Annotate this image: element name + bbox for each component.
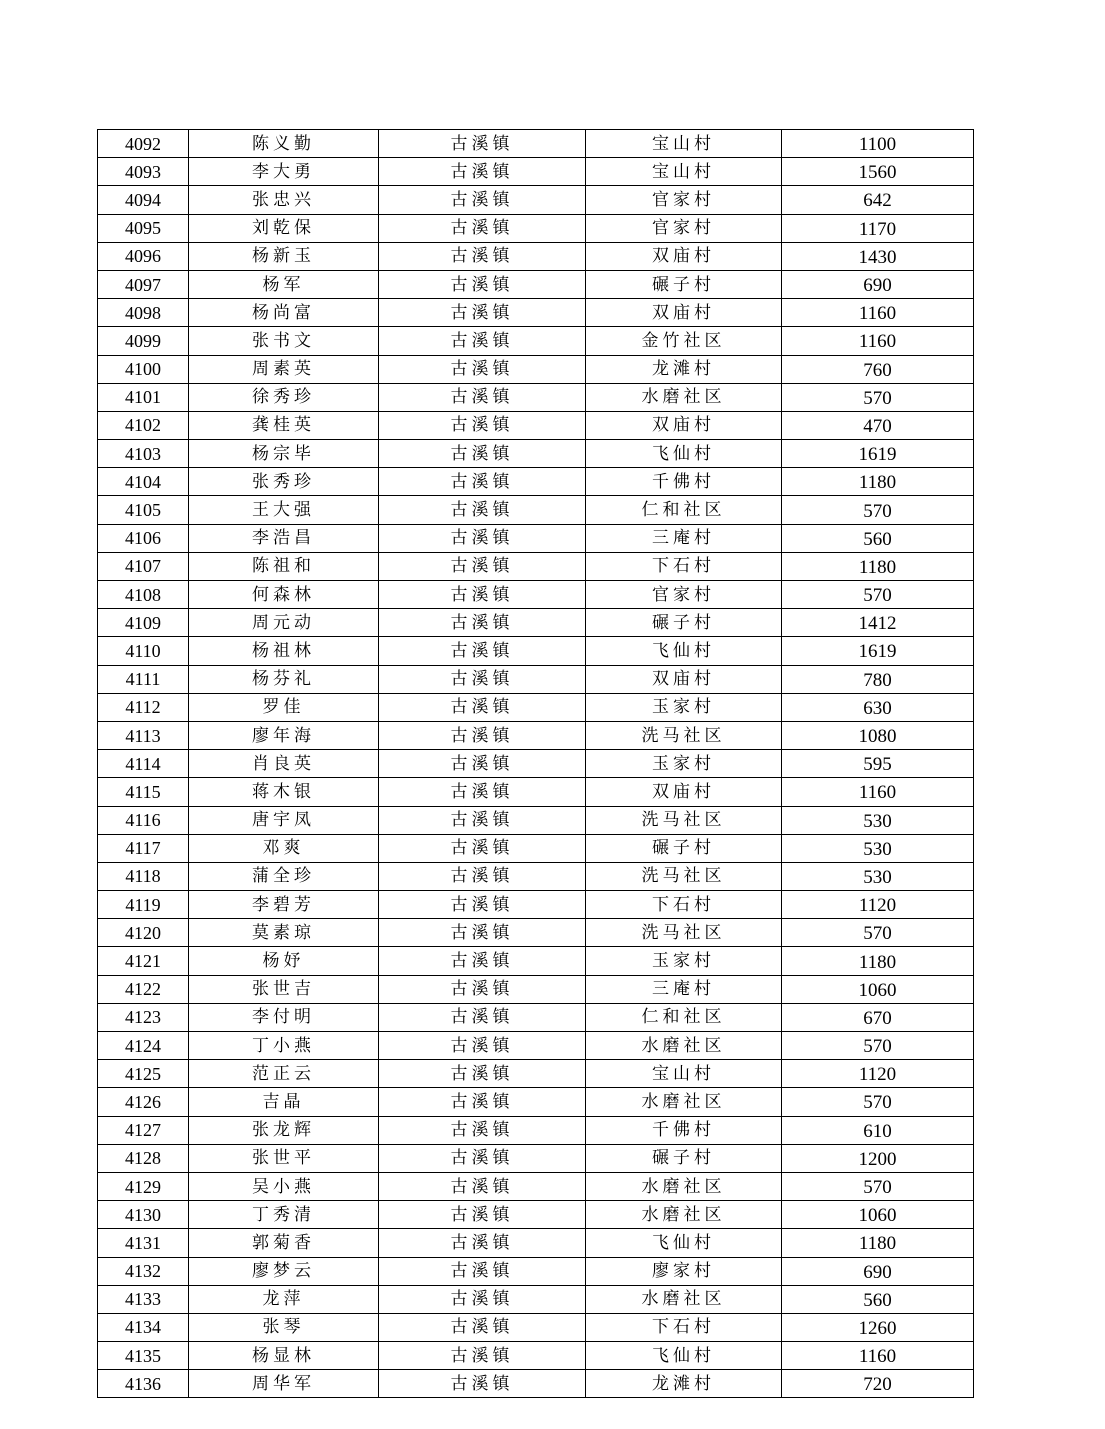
amount-cell: 1080 [782, 721, 974, 749]
village-cell: 碾子村 [586, 609, 782, 637]
row-id-cell: 4104 [98, 468, 189, 496]
row-id-cell: 4093 [98, 158, 189, 186]
town-cell: 古溪镇 [379, 637, 586, 665]
name-cell: 张秀珍 [189, 468, 379, 496]
row-id-cell: 4135 [98, 1342, 189, 1370]
row-id-cell: 4120 [98, 919, 189, 947]
village-cell: 水磨社区 [586, 383, 782, 411]
row-id-cell: 4125 [98, 1060, 189, 1088]
name-cell: 杨尚富 [189, 299, 379, 327]
name-cell: 陈义勤 [189, 130, 379, 158]
amount-cell: 570 [782, 1172, 974, 1200]
amount-cell: 1160 [782, 778, 974, 806]
amount-cell: 1560 [782, 158, 974, 186]
row-id-cell: 4103 [98, 440, 189, 468]
amount-cell: 1180 [782, 1229, 974, 1257]
amount-cell: 1160 [782, 327, 974, 355]
table-row [98, 186, 974, 214]
village-cell: 双庙村 [586, 299, 782, 327]
amount-cell: 1120 [782, 1060, 974, 1088]
row-id-cell: 4098 [98, 299, 189, 327]
town-cell: 古溪镇 [379, 1060, 586, 1088]
amount-cell: 1160 [782, 299, 974, 327]
row-id-cell: 4106 [98, 524, 189, 552]
amount-cell: 595 [782, 750, 974, 778]
village-cell: 飞仙村 [586, 1342, 782, 1370]
name-cell: 李浩昌 [189, 524, 379, 552]
amount-cell: 530 [782, 862, 974, 890]
table-row [98, 1257, 974, 1285]
amount-cell: 670 [782, 1003, 974, 1031]
town-cell: 古溪镇 [379, 806, 586, 834]
table-row [98, 1172, 974, 1200]
row-id-cell: 4118 [98, 862, 189, 890]
amount-cell: 570 [782, 1088, 974, 1116]
table-row [98, 1229, 974, 1257]
town-cell: 古溪镇 [379, 862, 586, 890]
amount-cell: 760 [782, 355, 974, 383]
name-cell: 李付明 [189, 1003, 379, 1031]
village-cell: 仁和社区 [586, 1003, 782, 1031]
town-cell: 古溪镇 [379, 355, 586, 383]
table-row [98, 891, 974, 919]
row-id-cell: 4115 [98, 778, 189, 806]
amount-cell: 1200 [782, 1144, 974, 1172]
village-cell: 水磨社区 [586, 1201, 782, 1229]
row-id-cell: 4102 [98, 411, 189, 439]
row-id-cell: 4110 [98, 637, 189, 665]
amount-cell: 570 [782, 383, 974, 411]
table-row [98, 411, 974, 439]
village-cell: 龙滩村 [586, 355, 782, 383]
row-id-cell: 4107 [98, 552, 189, 580]
name-cell: 张琴 [189, 1313, 379, 1341]
town-cell: 古溪镇 [379, 411, 586, 439]
name-cell: 张龙辉 [189, 1116, 379, 1144]
amount-cell: 1180 [782, 947, 974, 975]
town-cell: 古溪镇 [379, 1370, 586, 1398]
table-row [98, 214, 974, 242]
row-id-cell: 4109 [98, 609, 189, 637]
town-cell: 古溪镇 [379, 891, 586, 919]
name-cell: 李大勇 [189, 158, 379, 186]
row-id-cell: 4128 [98, 1144, 189, 1172]
village-cell: 下石村 [586, 1313, 782, 1341]
amount-cell: 642 [782, 186, 974, 214]
town-cell: 古溪镇 [379, 1172, 586, 1200]
table-body [98, 130, 974, 1398]
town-cell: 古溪镇 [379, 1003, 586, 1031]
name-cell: 杨宗毕 [189, 440, 379, 468]
row-id-cell: 4094 [98, 186, 189, 214]
amount-cell: 690 [782, 270, 974, 298]
village-cell: 碾子村 [586, 834, 782, 862]
amount-cell: 780 [782, 665, 974, 693]
row-id-cell: 4129 [98, 1172, 189, 1200]
table-row [98, 834, 974, 862]
name-cell: 吉晶 [189, 1088, 379, 1116]
amount-cell: 1120 [782, 891, 974, 919]
village-cell: 三庵村 [586, 975, 782, 1003]
row-id-cell: 4133 [98, 1285, 189, 1313]
row-id-cell: 4101 [98, 383, 189, 411]
town-cell: 古溪镇 [379, 1088, 586, 1116]
village-cell: 官家村 [586, 581, 782, 609]
name-cell: 杨芬礼 [189, 665, 379, 693]
row-id-cell: 4095 [98, 214, 189, 242]
row-id-cell: 4113 [98, 721, 189, 749]
town-cell: 古溪镇 [379, 299, 586, 327]
table-row [98, 975, 974, 1003]
name-cell: 莫素琼 [189, 919, 379, 947]
village-cell: 洗马社区 [586, 919, 782, 947]
row-id-cell: 4130 [98, 1201, 189, 1229]
amount-cell: 1619 [782, 637, 974, 665]
row-id-cell: 4111 [98, 665, 189, 693]
village-cell: 下石村 [586, 552, 782, 580]
name-cell: 何森林 [189, 581, 379, 609]
village-cell: 宝山村 [586, 130, 782, 158]
village-cell: 水磨社区 [586, 1088, 782, 1116]
village-cell: 千佛村 [586, 468, 782, 496]
table-row [98, 355, 974, 383]
amount-cell: 1060 [782, 975, 974, 1003]
town-cell: 古溪镇 [379, 186, 586, 214]
village-cell: 廖家村 [586, 1257, 782, 1285]
table-row [98, 383, 974, 411]
name-cell: 龙萍 [189, 1285, 379, 1313]
amount-cell: 1060 [782, 1201, 974, 1229]
table-row [98, 693, 974, 721]
amount-cell: 690 [782, 1257, 974, 1285]
village-cell: 洗马社区 [586, 806, 782, 834]
town-cell: 古溪镇 [379, 552, 586, 580]
row-id-cell: 4105 [98, 496, 189, 524]
amount-cell: 1180 [782, 468, 974, 496]
table-row [98, 327, 974, 355]
amount-cell: 470 [782, 411, 974, 439]
table-row [98, 130, 974, 158]
town-cell: 古溪镇 [379, 778, 586, 806]
table-row [98, 1116, 974, 1144]
amount-cell: 530 [782, 806, 974, 834]
town-cell: 古溪镇 [379, 693, 586, 721]
town-cell: 古溪镇 [379, 609, 586, 637]
row-id-cell: 4096 [98, 242, 189, 270]
village-cell: 仁和社区 [586, 496, 782, 524]
name-cell: 周华军 [189, 1370, 379, 1398]
name-cell: 吴小燕 [189, 1172, 379, 1200]
amount-cell: 1160 [782, 1342, 974, 1370]
row-id-cell: 4117 [98, 834, 189, 862]
amount-cell: 1430 [782, 242, 974, 270]
village-cell: 双庙村 [586, 665, 782, 693]
row-id-cell: 4119 [98, 891, 189, 919]
town-cell: 古溪镇 [379, 721, 586, 749]
table-row [98, 440, 974, 468]
village-cell: 千佛村 [586, 1116, 782, 1144]
name-cell: 周素英 [189, 355, 379, 383]
table-row [98, 158, 974, 186]
name-cell: 廖年海 [189, 721, 379, 749]
name-cell: 杨显林 [189, 1342, 379, 1370]
town-cell: 古溪镇 [379, 1313, 586, 1341]
name-cell: 唐宇凤 [189, 806, 379, 834]
town-cell: 古溪镇 [379, 1229, 586, 1257]
name-cell: 张世吉 [189, 975, 379, 1003]
table-row [98, 552, 974, 580]
town-cell: 古溪镇 [379, 496, 586, 524]
amount-cell: 720 [782, 1370, 974, 1398]
village-cell: 金竹社区 [586, 327, 782, 355]
town-cell: 古溪镇 [379, 581, 586, 609]
village-cell: 水磨社区 [586, 1285, 782, 1313]
village-cell: 洗马社区 [586, 721, 782, 749]
table-row [98, 750, 974, 778]
name-cell: 邓爽 [189, 834, 379, 862]
name-cell: 范正云 [189, 1060, 379, 1088]
name-cell: 丁小燕 [189, 1032, 379, 1060]
amount-cell: 570 [782, 919, 974, 947]
table-row [98, 1003, 974, 1031]
amount-cell: 570 [782, 496, 974, 524]
table-row [98, 609, 974, 637]
amount-cell: 630 [782, 693, 974, 721]
village-cell: 玉家村 [586, 693, 782, 721]
row-id-cell: 4114 [98, 750, 189, 778]
town-cell: 古溪镇 [379, 665, 586, 693]
row-id-cell: 4131 [98, 1229, 189, 1257]
name-cell: 陈祖和 [189, 552, 379, 580]
village-cell: 水磨社区 [586, 1172, 782, 1200]
town-cell: 古溪镇 [379, 468, 586, 496]
village-cell: 玉家村 [586, 947, 782, 975]
name-cell: 周元动 [189, 609, 379, 637]
table-row [98, 581, 974, 609]
name-cell: 蒲全珍 [189, 862, 379, 890]
amount-cell: 560 [782, 1285, 974, 1313]
table-row [98, 468, 974, 496]
table-row [98, 778, 974, 806]
name-cell: 肖良英 [189, 750, 379, 778]
town-cell: 古溪镇 [379, 975, 586, 1003]
row-id-cell: 4099 [98, 327, 189, 355]
name-cell: 张世平 [189, 1144, 379, 1172]
town-cell: 古溪镇 [379, 834, 586, 862]
name-cell: 张书文 [189, 327, 379, 355]
row-id-cell: 4100 [98, 355, 189, 383]
village-cell: 洗马社区 [586, 862, 782, 890]
name-cell: 廖梦云 [189, 1257, 379, 1285]
row-id-cell: 4121 [98, 947, 189, 975]
table-row [98, 947, 974, 975]
village-cell: 官家村 [586, 186, 782, 214]
table-row [98, 1060, 974, 1088]
table-row [98, 1285, 974, 1313]
row-id-cell: 4132 [98, 1257, 189, 1285]
amount-cell: 610 [782, 1116, 974, 1144]
name-cell: 张忠兴 [189, 186, 379, 214]
table-row [98, 1032, 974, 1060]
table-row [98, 1313, 974, 1341]
village-cell: 飞仙村 [586, 440, 782, 468]
town-cell: 古溪镇 [379, 524, 586, 552]
table-row [98, 806, 974, 834]
village-cell: 双庙村 [586, 411, 782, 439]
table-row [98, 1144, 974, 1172]
town-cell: 古溪镇 [379, 1257, 586, 1285]
row-id-cell: 4097 [98, 270, 189, 298]
table-row [98, 1342, 974, 1370]
name-cell: 王大强 [189, 496, 379, 524]
table-row [98, 862, 974, 890]
village-cell: 玉家村 [586, 750, 782, 778]
name-cell: 罗佳 [189, 693, 379, 721]
amount-cell: 1260 [782, 1313, 974, 1341]
town-cell: 古溪镇 [379, 158, 586, 186]
village-cell: 飞仙村 [586, 1229, 782, 1257]
table-row [98, 496, 974, 524]
village-cell: 碾子村 [586, 1144, 782, 1172]
name-cell: 刘乾保 [189, 214, 379, 242]
row-id-cell: 4124 [98, 1032, 189, 1060]
name-cell: 李碧芳 [189, 891, 379, 919]
town-cell: 古溪镇 [379, 750, 586, 778]
name-cell: 龚桂英 [189, 411, 379, 439]
row-id-cell: 4108 [98, 581, 189, 609]
town-cell: 古溪镇 [379, 1342, 586, 1370]
town-cell: 古溪镇 [379, 947, 586, 975]
amount-cell: 570 [782, 1032, 974, 1060]
village-cell: 碾子村 [586, 270, 782, 298]
name-cell: 杨妤 [189, 947, 379, 975]
town-cell: 古溪镇 [379, 1116, 586, 1144]
village-cell: 下石村 [586, 891, 782, 919]
town-cell: 古溪镇 [379, 919, 586, 947]
town-cell: 古溪镇 [379, 130, 586, 158]
row-id-cell: 4092 [98, 130, 189, 158]
row-id-cell: 4134 [98, 1313, 189, 1341]
town-cell: 古溪镇 [379, 1032, 586, 1060]
amount-cell: 570 [782, 581, 974, 609]
village-cell: 三庵村 [586, 524, 782, 552]
table-row [98, 1201, 974, 1229]
village-cell: 宝山村 [586, 1060, 782, 1088]
table-row [98, 1088, 974, 1116]
table-row [98, 919, 974, 947]
town-cell: 古溪镇 [379, 327, 586, 355]
row-id-cell: 4127 [98, 1116, 189, 1144]
village-cell: 官家村 [586, 214, 782, 242]
town-cell: 古溪镇 [379, 242, 586, 270]
amount-cell: 1100 [782, 130, 974, 158]
table-row [98, 1370, 974, 1398]
name-cell: 杨祖林 [189, 637, 379, 665]
name-cell: 郭菊香 [189, 1229, 379, 1257]
row-id-cell: 4112 [98, 693, 189, 721]
name-cell: 杨军 [189, 270, 379, 298]
table-row [98, 242, 974, 270]
town-cell: 古溪镇 [379, 1144, 586, 1172]
village-cell: 水磨社区 [586, 1032, 782, 1060]
name-cell: 丁秀清 [189, 1201, 379, 1229]
village-cell: 双庙村 [586, 778, 782, 806]
town-cell: 古溪镇 [379, 383, 586, 411]
table-row [98, 299, 974, 327]
name-cell: 徐秀珍 [189, 383, 379, 411]
row-id-cell: 4116 [98, 806, 189, 834]
amount-cell: 1180 [782, 552, 974, 580]
table-row [98, 637, 974, 665]
table-row [98, 665, 974, 693]
record-table [97, 129, 974, 1398]
table-row [98, 270, 974, 298]
amount-cell: 1170 [782, 214, 974, 242]
row-id-cell: 4136 [98, 1370, 189, 1398]
amount-cell: 530 [782, 834, 974, 862]
row-id-cell: 4123 [98, 1003, 189, 1031]
town-cell: 古溪镇 [379, 1285, 586, 1313]
row-id-cell: 4122 [98, 975, 189, 1003]
town-cell: 古溪镇 [379, 270, 586, 298]
name-cell: 杨新玉 [189, 242, 379, 270]
name-cell: 蒋木银 [189, 778, 379, 806]
town-cell: 古溪镇 [379, 1201, 586, 1229]
town-cell: 古溪镇 [379, 440, 586, 468]
table-row [98, 524, 974, 552]
table-row [98, 721, 974, 749]
village-cell: 龙滩村 [586, 1370, 782, 1398]
row-id-cell: 4126 [98, 1088, 189, 1116]
village-cell: 宝山村 [586, 158, 782, 186]
amount-cell: 1412 [782, 609, 974, 637]
amount-cell: 560 [782, 524, 974, 552]
town-cell: 古溪镇 [379, 214, 586, 242]
village-cell: 飞仙村 [586, 637, 782, 665]
village-cell: 双庙村 [586, 242, 782, 270]
amount-cell: 1619 [782, 440, 974, 468]
